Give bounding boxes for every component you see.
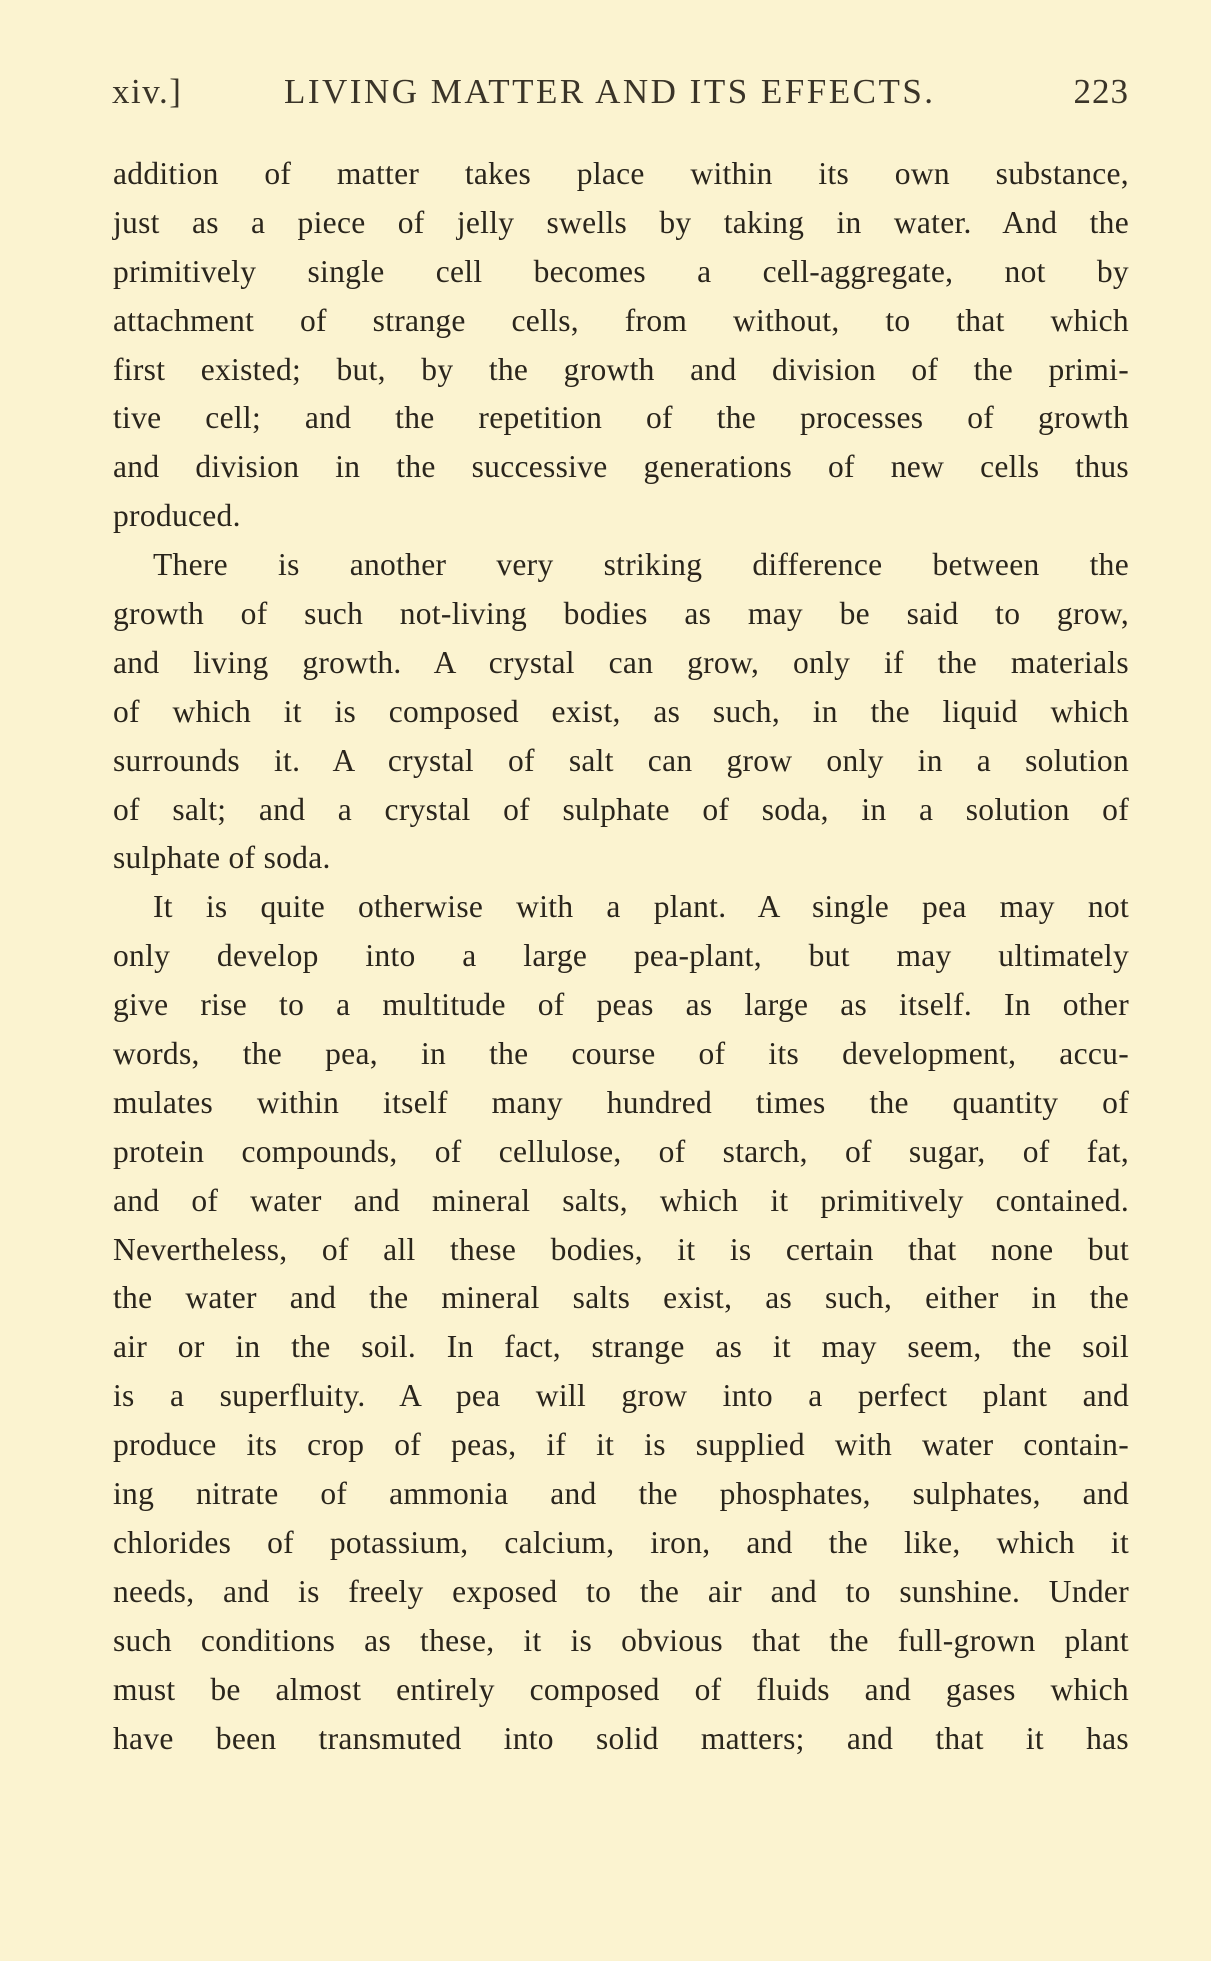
text-line: must be almost entirely composed of fluids and gases which: [113, 1671, 1129, 1707]
text-line: of which it is composed exist, as such, in the liquid which: [113, 693, 1129, 729]
text-line: addition of matter takes place within its own substance,: [113, 156, 1129, 191]
text-line: primitively single cell becomes a cell-aggregate, not by: [113, 253, 1129, 289]
text-line: give rise to a multitude of peas as large as itself. In other: [113, 987, 1129, 1023]
text-line: only develop into a large pea-plant, but may ultimately: [113, 938, 1129, 974]
text-line: It is quite otherwise with a plant. A single pea may not: [153, 889, 1129, 925]
text-line: just as a piece of jelly swells by taking in water. And the: [113, 204, 1129, 240]
text-line: produce its crop of peas, if it is supplied with water contain-: [113, 1427, 1129, 1463]
chapter-number: xiv.]: [112, 72, 183, 111]
text-line: ing nitrate of ammonia and the phosphates, sulphates, and: [113, 1476, 1129, 1512]
page-number: 223: [1073, 72, 1129, 111]
text-line: and living growth. A crystal can grow, only if the materials: [113, 644, 1129, 680]
text-line: produced.: [113, 498, 241, 534]
text-line: is a superfluity. A pea will grow into a perfect plant and: [113, 1378, 1129, 1414]
body-text: [113, 150, 1129, 1763]
text-line: first existed; but, by the growth and division of the primi-: [113, 351, 1129, 387]
running-title: LIVING MATTER AND ITS EFFECTS.: [284, 72, 936, 111]
text-line: tive cell; and the repetition of the processes of growth: [113, 400, 1129, 436]
text-line: mulates within itself many hundred times the quantity of: [113, 1084, 1129, 1120]
text-line: words, the pea, in the course of its development, accu-: [113, 1036, 1129, 1072]
text-line: have been transmuted into solid matters; and that it has: [113, 1720, 1129, 1756]
text-line: sulphate of soda.: [113, 840, 331, 876]
text-line: surrounds it. A crystal of salt can grow only in a solution: [113, 742, 1129, 778]
text-line: There is another very striking difference between the: [153, 547, 1129, 583]
text-line: attachment of strange cells, from without, to that which: [113, 302, 1129, 338]
text-line: and of water and mineral salts, which it primitively contained.: [113, 1182, 1129, 1218]
text-line: and division in the successive generations of new cells thus: [113, 449, 1129, 485]
text-line: growth of such not-living bodies as may be said to grow,: [113, 596, 1129, 632]
text-line: Nevertheless, of all these bodies, it is certain that none but: [113, 1231, 1129, 1267]
text-line: chlorides of potassium, calcium, iron, and the like, which it: [113, 1524, 1129, 1560]
text-line: protein compounds, of cellulose, of starch, of sugar, of fat,: [113, 1133, 1129, 1169]
text-line: the water and the mineral salts exist, as such, either in the: [113, 1280, 1129, 1316]
text-line: needs, and is freely exposed to the air and to sunshine. Under: [113, 1573, 1129, 1609]
text-line: of salt; and a crystal of sulphate of soda, in a solution of: [113, 791, 1129, 827]
running-head: [112, 72, 1129, 116]
text-line: air or in the soil. In fact, strange as it may seem, the soil: [113, 1329, 1129, 1365]
text-line: such conditions as these, it is obvious that the full-grown plant: [113, 1622, 1129, 1658]
